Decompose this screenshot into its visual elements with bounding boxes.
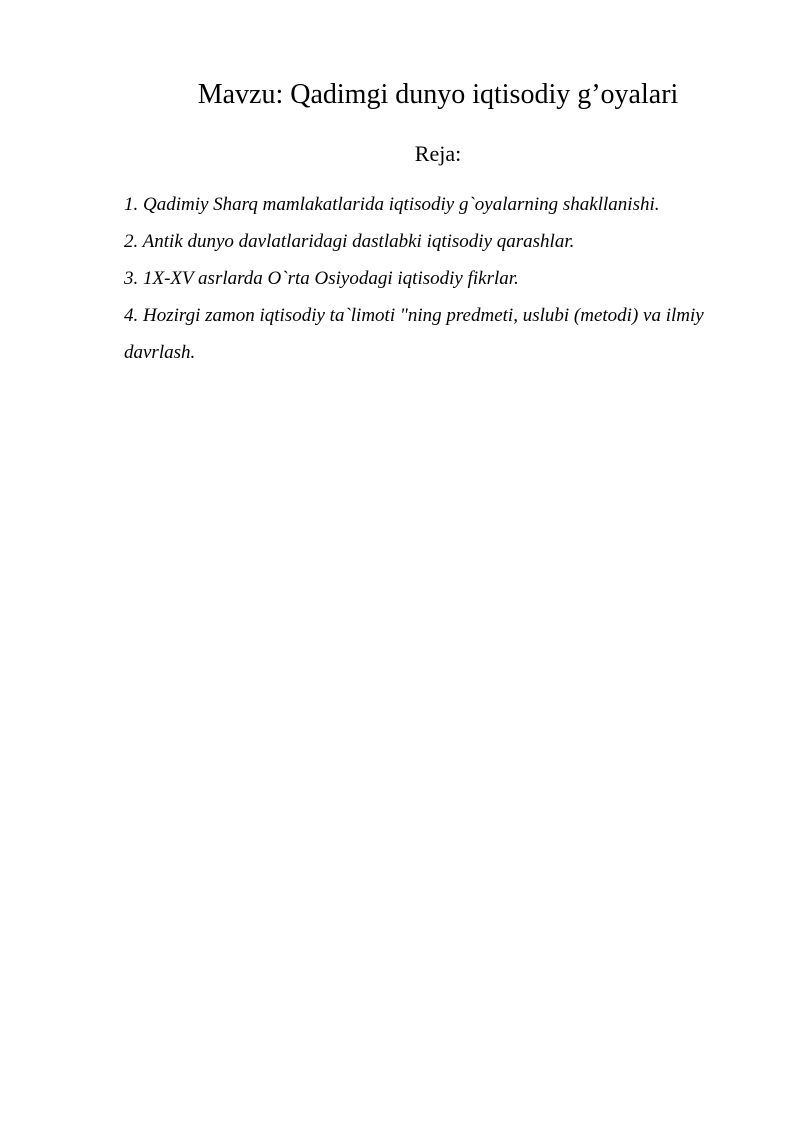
plan-item-4: 4. Hozirgi zamon iqtisodiy ta`limoti "ning predmeti, uslubi (metodi) va ilmiy davrlash. (124, 305, 704, 363)
plan-item-1: 1. Qadimiy Sharq mamlakatlarida iqtisodiy g`oyalarning shakllanishi. (124, 194, 660, 215)
plan-item-3: 3. 1X-XV asrlarda O`rta Osiyodagi iqtisodiy fikrlar. (124, 268, 519, 289)
plan-list (124, 186, 749, 371)
document-title: Mavzu: Qadimgi dunyo iqtisodiy g’oyalari (197, 79, 679, 110)
plan-item-2: 2. Antik dunyo davlatlaridagi dastlabki iqtisodiy qarashlar. (124, 231, 575, 252)
plan-heading: Reja: (414, 141, 462, 166)
